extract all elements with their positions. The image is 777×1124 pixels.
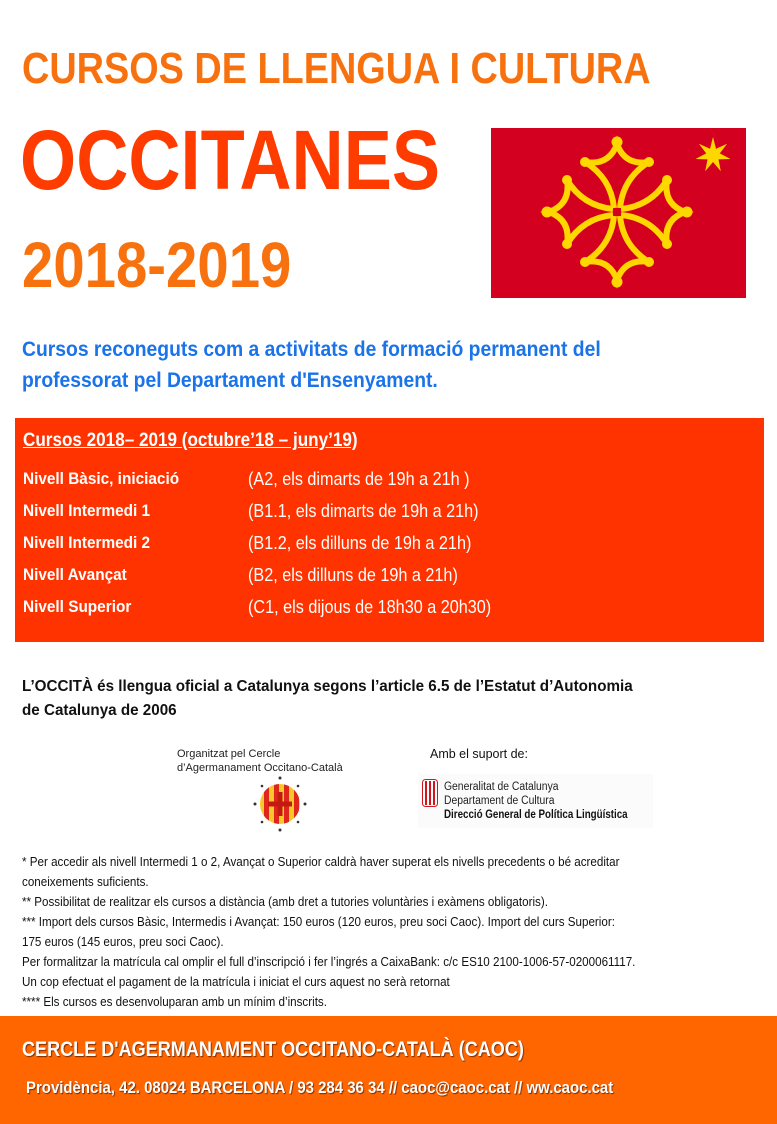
course-level: Nivell Superior: [23, 598, 132, 616]
course-row: [23, 502, 743, 526]
course-level: Nivell Avançat: [23, 566, 127, 584]
note-line: ** Possibilitat de realitzar els cursos a distància (amb dret a tutories voluntàries i exàmens obligatoris).: [22, 895, 548, 909]
course-detail: (A2, els dimarts de 19h a 21h ): [248, 469, 470, 489]
organizer-line2: d’Agermanament Occitano-Català: [177, 762, 343, 774]
footer-contact: Providència, 42. 08024 BARCELONA / 93 284 36 34 // caoc@caoc.cat // ww.caoc.cat: [26, 1078, 614, 1097]
footer: [0, 1016, 777, 1124]
organizer-line1: Organitzat pel Cercle: [177, 748, 281, 760]
course-row: [23, 534, 743, 558]
course-detail: (B1.2, els dilluns de 19h a 21h): [248, 533, 472, 553]
course-row: [23, 598, 743, 622]
title-year: 2018-2019: [22, 229, 292, 301]
course-level: Nivell Intermedi 1: [23, 502, 151, 520]
generalitat-emblem-icon: [422, 779, 438, 807]
support-line1: Generalitat de Catalunya: [444, 781, 559, 793]
course-detail: (B2, els dilluns de 19h a 21h): [248, 565, 458, 585]
support-label: Amb el suport de:: [430, 747, 528, 761]
intro-line1: Cursos reconeguts com a activitats de formació permanent del: [22, 338, 601, 361]
support-line3: Direcció General de Política Lingüística: [444, 809, 628, 821]
statement-line2: de Catalunya de 2006: [22, 702, 177, 719]
note-line: 175 euros (145 euros, preu soci Caoc).: [22, 935, 224, 949]
caoc-logo: [252, 775, 308, 833]
statement-line1: L’OCCITÀ és llengua oficial a Catalunya segons l’article 6.5 de l’Estatut d’Autonomia: [22, 678, 633, 695]
note-line: Un cop efectuat el pagament de la matrícula i iniciat el curs aquest no serà retornat: [22, 975, 450, 989]
course-level: Nivell Bàsic, iniciació: [23, 470, 180, 488]
course-row: [23, 470, 743, 494]
note-line: **** Els cursos es desenvoluparan amb un mínim d’inscrits.: [22, 995, 327, 1009]
note-line: *** Import dels cursos Bàsic, Intermedis i Avançat: 150 euros (120 euros, preu soci Caoc). Import del curs Superior:: [22, 915, 615, 929]
course-detail: (C1, els dijous de 18h30 a 20h30): [248, 597, 492, 617]
note-line: Per formalitzar la matrícula cal omplir el full d’inscripció i fer l’ingrés a CaixaBank: c/c ES10 2100-1006-57-0200061117.: [22, 955, 636, 969]
courses-heading: Cursos 2018– 2019 (octubre’18 – juny’19): [23, 430, 358, 451]
title-line1: CURSOS DE LLENGUA I CULTURA: [22, 44, 651, 93]
course-detail: (B1.1, els dimarts de 19h a 21h): [248, 501, 479, 521]
course-level: Nivell Intermedi 2: [23, 534, 151, 552]
note-line: * Per accedir als nivell Intermedi 1 o 2, Avançat o Superior caldrà haver superat els nivells precedents o bé acreditar: [22, 855, 620, 869]
intro-line2: professorat pel Departament d'Ensenyament.: [22, 369, 438, 392]
support-line2: Departament de Cultura: [444, 795, 555, 807]
title-line2: OCCITANES: [20, 113, 441, 207]
course-row: [23, 566, 743, 590]
note-line: coneixements suficients.: [22, 875, 149, 889]
generalitat-logo: [418, 774, 653, 828]
occitan-flag: [491, 128, 746, 298]
footer-organization: CERCLE D'AGERMANAMENT OCCITANO-CATALÀ (CAOC): [22, 1038, 524, 1061]
courses-box: [15, 418, 764, 642]
